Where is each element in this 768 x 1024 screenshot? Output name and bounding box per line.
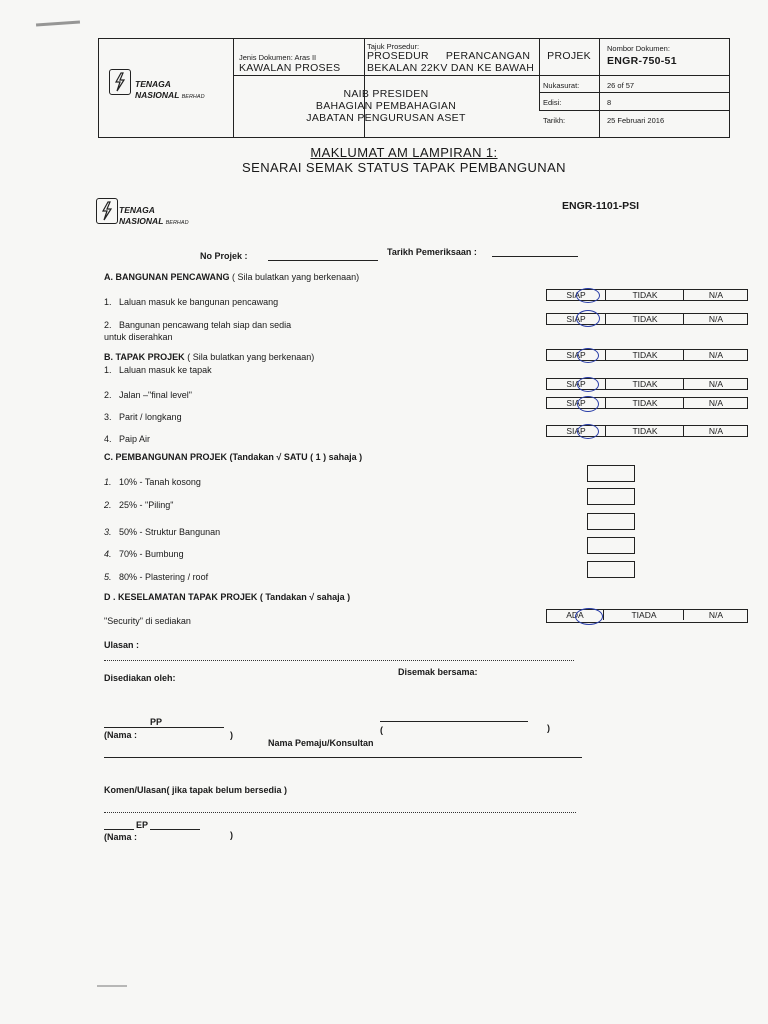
option-tidak[interactable]: TIDAK (605, 379, 684, 389)
selection-circle (577, 424, 599, 439)
company-name: TENAGA NASIONAL BERHAD (119, 205, 189, 226)
option-na[interactable]: N/A (683, 314, 748, 324)
option-tiada[interactable]: TIADA (603, 610, 684, 620)
option-tidak[interactable]: TIDAK (605, 398, 684, 408)
doc-number-value: ENGR-750-51 (607, 55, 677, 67)
section-a-item-2: 2. Bangunan pencawang telah siap dan sedia (104, 320, 292, 330)
name-label-ep: (Nama : (104, 832, 138, 842)
section-c-item-5: 5. 80% - Plastering / roof (104, 572, 209, 582)
option-siap[interactable]: SIAP (566, 350, 586, 360)
inspection-date-field[interactable] (492, 256, 578, 257)
selection-circle (576, 310, 600, 327)
developer-signature-line[interactable] (380, 721, 528, 722)
pp-label: PP (150, 717, 163, 727)
document-header-table (98, 38, 730, 138)
inspection-date-label: Tarikh Pemeriksaan : (387, 247, 477, 257)
page-value: 26 of 57 (607, 81, 635, 90)
selection-circle (577, 377, 599, 392)
section-c-item-2: 2. 25% - "Piling" (104, 500, 174, 510)
option-siap[interactable]: SIAP (566, 398, 586, 408)
form-code: ENGR-1101-PSI (562, 200, 640, 212)
option-na[interactable]: N/A (683, 610, 748, 620)
doc-type-label: Jenis Dokumen: Aras II (239, 53, 317, 62)
procedure-title-line2: BEKALAN 22KV DAN KE BAWAH (367, 62, 535, 74)
checkbox-25-percent[interactable] (587, 488, 635, 505)
section-d-item: "Security" di sediakan (104, 616, 191, 626)
section-c-item-4: 4. 70% - Bumbung (104, 549, 184, 559)
section-b-item-2: 2. Jalan –"final level" (104, 390, 192, 400)
option-na[interactable]: N/A (683, 426, 748, 436)
title-line2: SENARAI SEMAK STATUS TAPAK PEMBANGUNAN (242, 160, 566, 175)
ep-signature-line[interactable] (104, 829, 200, 830)
page-label: Nukasurat: (543, 81, 580, 90)
option-siap[interactable]: SIAP (566, 426, 586, 436)
remarks-label: Ulasan : (104, 640, 140, 650)
doc-number-label: Nombor Dokumen: (607, 44, 670, 53)
pp-signature-line[interactable] (104, 727, 224, 728)
remarks-field[interactable] (104, 660, 574, 661)
section-a-heading: A. BANGUNAN PENCAWANG ( Sila bulatkan yang berkenaan) (104, 272, 360, 282)
date-label: Tarikh: (543, 116, 566, 125)
section-a-item-2-cont: untuk diserahkan (104, 332, 173, 342)
checkbox-80-percent[interactable] (587, 561, 635, 578)
option-na[interactable]: N/A (683, 350, 748, 360)
prepared-by-label: Disediakan oleh: (104, 673, 176, 683)
option-na[interactable]: N/A (683, 379, 748, 389)
option-siap[interactable]: SIAP (566, 379, 586, 389)
checkbox-70-percent[interactable] (587, 537, 635, 554)
name-label-pp: (Nama : (104, 730, 138, 740)
tnb-logo-icon (109, 69, 131, 95)
selection-circle (577, 348, 599, 363)
divider (104, 757, 582, 758)
section-c-item-3: 3. 50% - Struktur Bangunan (104, 527, 221, 537)
section-a-item-1: 1. Laluan masuk ke bangunan pencawang (104, 297, 279, 307)
section-b-item-4: 4. Paip Air (104, 434, 151, 444)
procedure-title-line1: PROSEDUR PERANCANGAN PROJEK (367, 50, 591, 62)
section-b-item-3: 3. Parit / longkang (104, 412, 182, 422)
department-line2: BAHAGIAN PEMBAHAGIAN (315, 100, 457, 112)
option-tidak[interactable]: TIDAK (605, 426, 684, 436)
scan-artifact (36, 20, 80, 26)
close-paren: ) (230, 730, 233, 740)
checkbox-10-percent[interactable] (587, 465, 635, 482)
developer-label: Nama Pemaju/Konsultan (268, 738, 374, 748)
option-siap[interactable]: SIAP (566, 314, 586, 324)
option-tidak[interactable]: TIDAK (605, 290, 684, 300)
option-na[interactable]: N/A (683, 398, 748, 408)
department-line3: JABATAN PENGURUSAN ASET (306, 112, 466, 124)
company-name: TENAGA NASIONAL BERHAD (135, 79, 205, 100)
section-c-heading: C. PEMBANGUNAN PROJEK (Tandakan √ SATU ( 1 ) sahaja ) (104, 452, 363, 462)
option-tidak[interactable]: TIDAK (605, 350, 684, 360)
date-value: 25 Februari 2016 (607, 116, 665, 125)
doc-type-value: KAWALAN PROSES (239, 62, 341, 74)
procedure-label: Tajuk Prosedur: (367, 42, 420, 51)
comments-field[interactable] (104, 812, 576, 813)
section-b-heading: B. TAPAK PROJEK ( Sila bulatkan yang berkenaan) (104, 352, 315, 362)
department-line1: NAIB PRESIDEN (343, 88, 429, 100)
option-siap[interactable]: SIAP (566, 290, 586, 300)
open-paren: ( (380, 725, 383, 735)
edition-value: 8 (607, 98, 612, 107)
close-paren: ) (547, 723, 550, 733)
edition-label: Edisi: (543, 98, 562, 107)
selection-circle (575, 608, 603, 625)
checked-with-label: Disemak bersama: (398, 667, 478, 677)
ep-label: EP (136, 820, 149, 830)
selection-circle (577, 396, 599, 412)
project-no-field[interactable] (268, 260, 378, 261)
section-b-item-1: 1. Laluan masuk ke tapak (104, 365, 212, 375)
section-c-item-1: 1. 10% - Tanah kosong (104, 477, 201, 487)
tnb-logo-icon (96, 198, 118, 224)
comments-label: Komen/Ulasan( jika tapak belum bersedia ) (104, 785, 288, 795)
selection-circle (576, 288, 600, 303)
checkbox-50-percent[interactable] (587, 513, 635, 530)
option-ada[interactable]: ADA (566, 610, 584, 620)
title-line1: MAKLUMAT AM LAMPIRAN 1: (310, 145, 498, 160)
option-tidak[interactable]: TIDAK (605, 314, 684, 324)
scan-artifact (97, 985, 127, 987)
close-paren: ) (230, 830, 233, 840)
option-na[interactable]: N/A (683, 290, 748, 300)
project-no-label: No Projek : (200, 251, 248, 261)
section-d-heading: D . KESELAMATAN TAPAK PROJEK ( Tandakan √ sahaja ) (104, 592, 351, 602)
